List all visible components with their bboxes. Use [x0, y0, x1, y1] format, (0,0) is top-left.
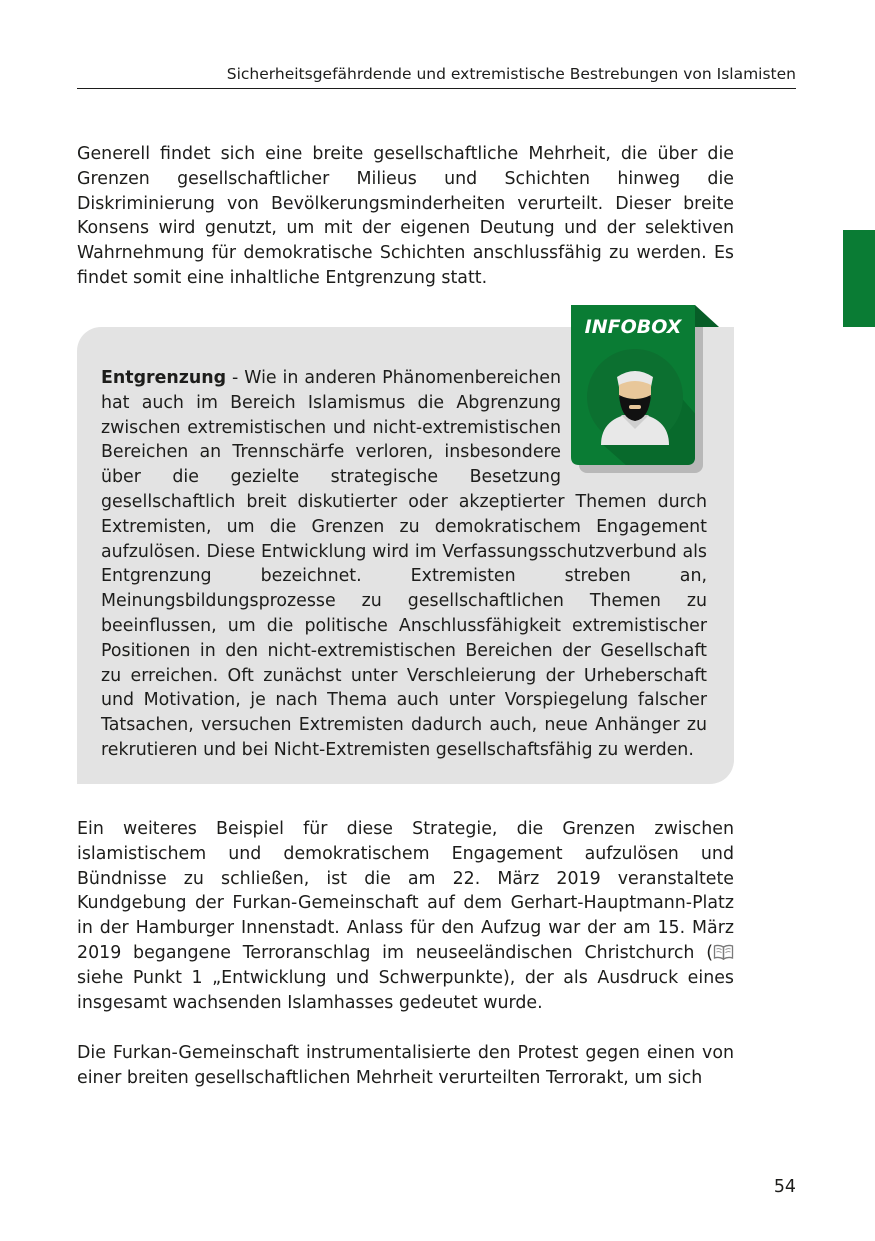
running-header: Sicherheitsgefährdende und extremistische Bestrebungen von Islamisten: [226, 65, 796, 83]
badge-fold: [695, 305, 719, 327]
closing-paragraph: Die Furkan-Gemeinschaft instrumentalisierte den Protest gegen einen von einer breiten gesellschaftlichen Mehrheit verurteilten Terrorakt, um sich: [77, 1043, 734, 1088]
chapter-side-tab: [843, 230, 875, 327]
infobox-badge: [571, 305, 719, 473]
example-paragraph: [77, 817, 734, 1015]
infobox-term: Entgrenzung: [101, 368, 227, 388]
intro-paragraph: Generell findet sich eine breite gesellschaftliche Mehrheit, die über die Grenzen gesellschaftlicher Milieus und Schichten hinweg die Diskriminierung von Bevölkerungsminderheiten verurteilt. Dieser breite Konsens wird genutzt, um mit der eigenen Deutung und der selektiven Wahrnehmung für demokratische Schichten anschlussfähig zu werden. Es findet somit eine inhaltliche Entgrenzung statt.: [77, 144, 734, 288]
example-text-after-reference: siehe Punkt 1 „Entwicklung und Schwerpunkte), der als Ausdruck eines insgesamt wachsenden Islamhasses gedeutet wurde.: [77, 967, 734, 1013]
example-text-before-reference: Ein weiteres Beispiel für diese Strategie, die Grenzen zwischen islamistischem und demokratischem Engagement aufzulösen und Bündnisse zu schließen, ist die am 22. März 2019 veranstaltete Kundgebung der Furkan-Gemeinschaft auf dem Gerhart-Hauptmann-Platz in der Hamburger Innenstadt. Anlass für den Aufzug war der am 15. März 2019 begangene Terroranschlag im neuseeländischen Christchurch (: [77, 819, 734, 963]
infobox-definition: - Wie in anderen Phänomenbereichen hat auch im Bereich Islamismus die Abgrenzung zwischen extremistischen und nicht-extremistischen Bereichen an Trennschärfe verloren, insbesondere über die gezielte strategische Besetzung gesellschaftlich breit diskutierter oder akzeptierter Themen durch Extremisten, um die Grenzen zu demokratischem Engagement aufzulösen. Diese Entwicklung wird im Verfassungsschutzverbund als Entgrenzung bezeichnet. Extremisten streben an, Meinungsbildungsprozesse zu gesellschaftlichen Themen zu beeinflussen, um die politische Anschlussfähigkeit extremistischer Positionen in den nicht-extremistischen Bereichen der Gesellschaft zu erreichen. Oft zunächst unter Verschleierung der Urheberschaft und Motivation, je nach Thema auch unter Vorspiegelung falscher Tatsachen, versuchen Extremisten dadurch auch, neue Anhänger zu rekrutieren und bei Nicht-Extremisten gesellschaftsfähig zu werden.: [101, 368, 707, 760]
open-book-icon: [713, 944, 734, 960]
header-divider: [77, 88, 796, 89]
page-number: 54: [773, 1177, 796, 1197]
infobox-badge-label: INFOBOX: [584, 316, 682, 338]
